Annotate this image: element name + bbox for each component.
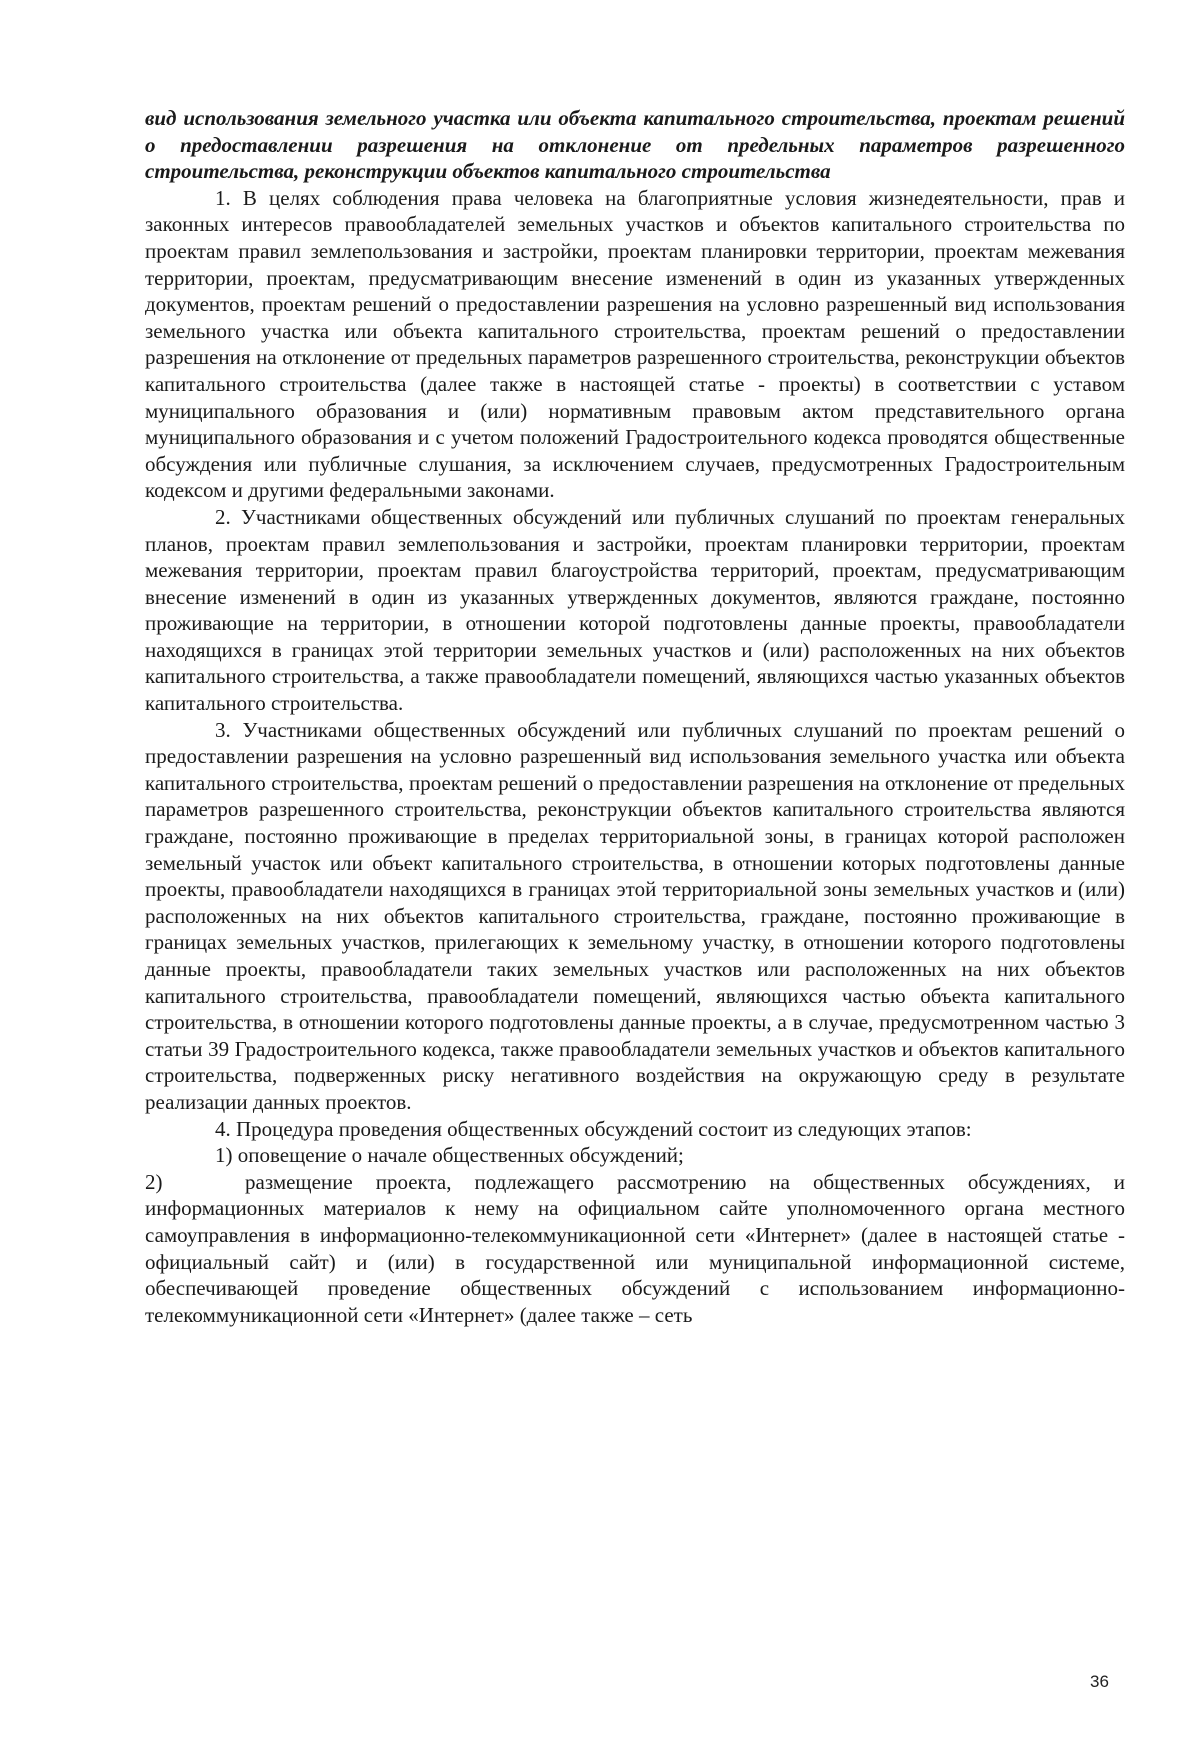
section-heading: вид использования земельного участка или объекта капитального строительства, проектам решений о предоставлении разрешения на отклонение от предельных параметров разрешенного строительства, реконструкции объектов капитального строительства xyxy=(145,106,1125,184)
paragraph-2: 2. Участниками общественных обсуждений или публичных слушаний по проектам генеральных планов, проектам правил землепользования и застройки, проектам планировки территории, проектам межевания территории, проектам правил благоустройства территорий, проектам, предусматривающим внесение изменений в один из указанных утвержденных документов, являются граждане, постоянно проживающие на территории, в отношении которой подготовлены данные проекты, правообладатели находящихся в границах этой территории земельных участков и (или) расположенных на них объектов капитального строительства, а также правообладатели помещений, являющихся частью указанных объектов капитального строительства. xyxy=(145,504,1125,716)
list-item-2 xyxy=(145,1169,1125,1329)
paragraph-3: 3. Участниками общественных обсуждений или публичных слушаний по проектам решений о предоставлении разрешения на условно разрешенный вид использования земельного участка или объекта капитального строительства, проектам решений о предоставлении разрешения на отклонение от предельных параметров разрешенного строительства, реконструкции объектов капитального строительства являются граждане, постоянно проживающие в пределах территориальной зоны, в границах которой расположен земельный участок или объект капитального строительства, в отношении которых подготовлены данные проекты, правообладатели находящихся в границах этой территориальной зоны земельных участков и (или) расположенных на них объектов капитального строительства, граждане, постоянно проживающие в границах земельных участков, прилегающих к земельному участку, в отношении которого подготовлены данные проекты, правообладатели таких земельных участков или расположенных на них объектов капитального строительства, правообладатели помещений, являющихся частью объекта капитального строительства, в отношении которого подготовлены данные проекты, а в случае, предусмотренном частью 3 статьи 39 Градостроительного кодекса, также правообладатели земельных участков и объектов капитального строительства, подверженных риску негативного воздействия на окружающую среду в результате реализации данных проектов. xyxy=(145,717,1125,1114)
list-item-2-text: размещение проекта, подлежащего рассмотрению на общественных обсуждениях, и информационных материалов к нему на официальном сайте уполномоченного органа местного самоуправления в информационно-телекоммуникационной сети «Интернет» (далее в настоящей статье - официальный сайт) и (или) в государственной или муниципальной информационной системе, обеспечивающей проведение общественных обсуждений с использованием информационно-телекоммуникационной сети «Интернет» (далее также – сеть xyxy=(145,1169,1125,1327)
list-item-2-number: 2) xyxy=(145,1169,163,1194)
list-item-1: 1) оповещение о начале общественных обсуждений; xyxy=(215,1143,684,1168)
paragraph-4: 4. Процедура проведения общественных обсуждений состоит из следующих этапов: xyxy=(215,1116,972,1141)
page-number: 36 xyxy=(1090,1672,1109,1691)
document-page xyxy=(145,105,1125,1328)
paragraph-1: 1. В целях соблюдения права человека на благоприятные условия жизнедеятельности, прав и законных интересов правообладателей земельных участков и объектов капитального строительства по проектам правил землепользования и застройки, проектам планировки территории, проектам межевания территории, проектам, предусматривающим внесение изменений в один из указанных утвержденных документов, проектам решений о предоставлении разрешения на условно разрешенный вид использования земельного участка или объекта капитального строительства, проектам решений о предоставлении разрешения на отклонение от предельных параметров разрешенного строительства, реконструкции объектов капитального строительства (далее также в настоящей статье - проекты) в соответствии с уставом муниципального образования и (или) нормативным правовым актом представительного органа муниципального образования и с учетом положений Градостроительного кодекса проводятся общественные обсуждения или публичные слушания, за исключением случаев, предусмотренных Градостроительным кодексом и другими федеральными законами. xyxy=(145,185,1125,503)
